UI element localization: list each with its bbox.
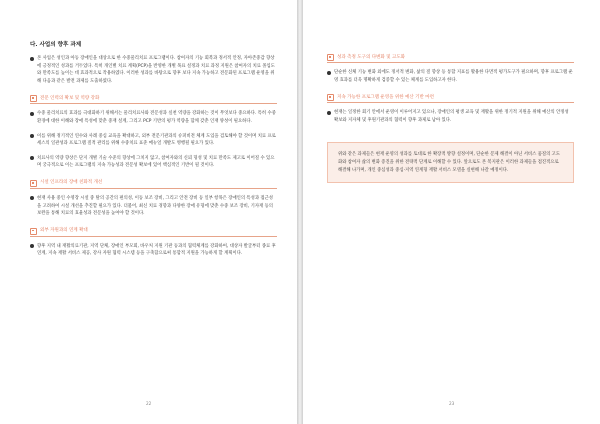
- bullet-dot-icon: [327, 71, 334, 75]
- page-number: 22: [146, 401, 152, 406]
- bullet-text: 향후 지역 내 재활의료기관, 지역 단체, 장애인 부모회, 바우처 지원 기관 등과의 협력체계를 강화하여, 대상자 발굴부터 종료 후 연계, 지속 재활 서비스 제공, 강사 자원 협력 시스템 등을 구축함으로써 통합적 지원을 가능하게 할 계획이다.: [37, 243, 276, 257]
- list-item: [30, 133, 277, 148]
- heading-marker-icon: [30, 94, 37, 101]
- list-item: [327, 69, 574, 84]
- subhead-partnership: [30, 227, 277, 237]
- bullet-dot-icon: [30, 244, 37, 248]
- list-item: [30, 155, 277, 170]
- intro-bullet: [30, 55, 277, 85]
- heading-marker-icon: [327, 53, 334, 60]
- list-item: [30, 110, 277, 125]
- left-page-content: [30, 40, 277, 265]
- bullet-dot-icon: [30, 112, 37, 116]
- bullet-text: 치료사의 역량 향상은 단지 개별 기술 수준의 향상에 그치지 않고, 참여자와의 신뢰 형성 및 치료 만족도 제고로 이어질 수 있으며 궁극적으로 이는 프로그램의 지속 가능성과 전문성 확보에 있어 핵심적인 기반이 될 것이다.: [37, 155, 275, 169]
- bullet-dot-icon: [30, 196, 37, 200]
- list-item: [327, 109, 574, 124]
- page-number: 23: [449, 401, 455, 406]
- list-item: [30, 243, 277, 258]
- subhead-measurement: [327, 53, 574, 63]
- subhead-label: 성과 측정 도구의 다변화 및 고도화: [337, 54, 406, 60]
- section-title: 다. 사업의 향후 과제: [30, 42, 82, 48]
- bullet-text: 단순한 신체 기능 변화 외에도 정서적 변화, 삶의 질 향상 등 통합 지표를 활용한 다면적 평가도구가 필요하며, 향후 프로그램 운영 효과를 더욱 명확하게 검증할 수 있는 체계를 도입하고자 한다.: [334, 70, 573, 83]
- bullet-dot-icon: [30, 57, 37, 61]
- bullet-text: 본 사업은 성인과 아동 장애인을 대상으로 한 수중물리치료 프로그램이다. 참여자의 기능 회복과 정서적 안정, 자아존중감 향상에 긍정적인 성과를 거두었다. 특히 개인별 치료 계획(PCP)을 반영한 개별 목표 설정과 치료 과정 지원은 참여자의 치료 몰입도와 만족도를 높이는 데 효과적으로 작용하였다. 이러한 성과를 바탕으로 향후 보다 지속 가능하고 전문화된 프로그램 운영을 위해 다음과 같은 발전 과제를 도출하였다.: [37, 56, 275, 84]
- bullet-dot-icon: [30, 134, 37, 138]
- subhead-budget: [327, 93, 574, 103]
- bullet-dot-icon: [30, 156, 37, 160]
- subhead-label: 전문 인력의 확보 및 역량 강화: [40, 95, 100, 101]
- subhead-label: 지속 가능한 프로그램 운영을 위한 예산 기반 마련: [337, 94, 434, 100]
- bullet-text: 현재는 일정한 회기 안에서 운영이 이루어지고 있으나, 장애인의 평생 교육 및 재활을 위한 정기적 지원을 위해 예산의 안정성 확보와 지자체 및 후원기관과의 협력이 향후 과제로 남아 있다.: [334, 110, 569, 123]
- list-item: [30, 195, 277, 218]
- heading-marker-icon: [30, 179, 37, 186]
- bullet-text: 현재 사용 중인 수영장 시설 중 탈의 공간의 편의성, 이동 보조 장비, 그리고 안전 장비 등 일부 항목은 장애인의 특성과 접근성을 고려하여 시설 개선을 추진할 필요가 있다. 더불어, 최신 치료 경향과 다양한 장애 유형에 맞춘 수중 보조 장비, 기자재 등의 보완을 통해 치료의 효율성과 전문성을 높여야 할 것이다.: [37, 195, 273, 217]
- right-page-content: [327, 53, 574, 183]
- bullet-dot-icon: [327, 111, 334, 115]
- right-page: [303, 0, 600, 424]
- subhead-label: 시설 인프라의 장애 친화적 개선: [40, 180, 103, 186]
- subhead-facility: [30, 179, 277, 189]
- heading-marker-icon: [30, 227, 37, 234]
- summary-callout: 위와 같은 과제들은 현재 운영의 성과를 토대로 한 확장적 방향 설정이며, 단순한 문제 해결이 아닌 서비스 품질의 고도화와 참여자 삶의 변화 증진을 위한 전략적 단계로 이해할 수 있다. 앞으로도 본 복지관은 이러한 과제들을 점진적으로 해결해 나가며, 개인 중심성과 중심·지역 연계형 재활 서비스 모델을 실현해 나갈 예정이다.: [327, 142, 574, 183]
- subhead-label: 외부 자원과의 연계 확대: [40, 228, 88, 234]
- bullet-text: 수중 물리치료의 효과를 극대화하기 위해서는 물리치료사와 전문성과 실천 역량을 강화하는 것이 무엇보다 중요하다. 특히 수중 환경에 대한 이해와 장애 특성에 맞춘 중재 설계, 그리고 PCP 기반의 평가 역량을 함께 갖춘 인재 양성이 필요하다.: [37, 111, 276, 124]
- subhead-staff: [30, 94, 277, 104]
- left-page: [0, 0, 297, 424]
- bullet-text: 이를 위해 정기적인 연수와 사례 중심 교육을 확대하고, 외부 전문기관과의 슈퍼비전 체계 도입을 검토해야 할 것이며 치료 프로세스의 일관성과 프로그램 질적 관리를 위해 수중치료 표준 매뉴얼 개발도 병행될 필요가 있다.: [37, 133, 276, 147]
- heading-marker-icon: [327, 93, 334, 100]
